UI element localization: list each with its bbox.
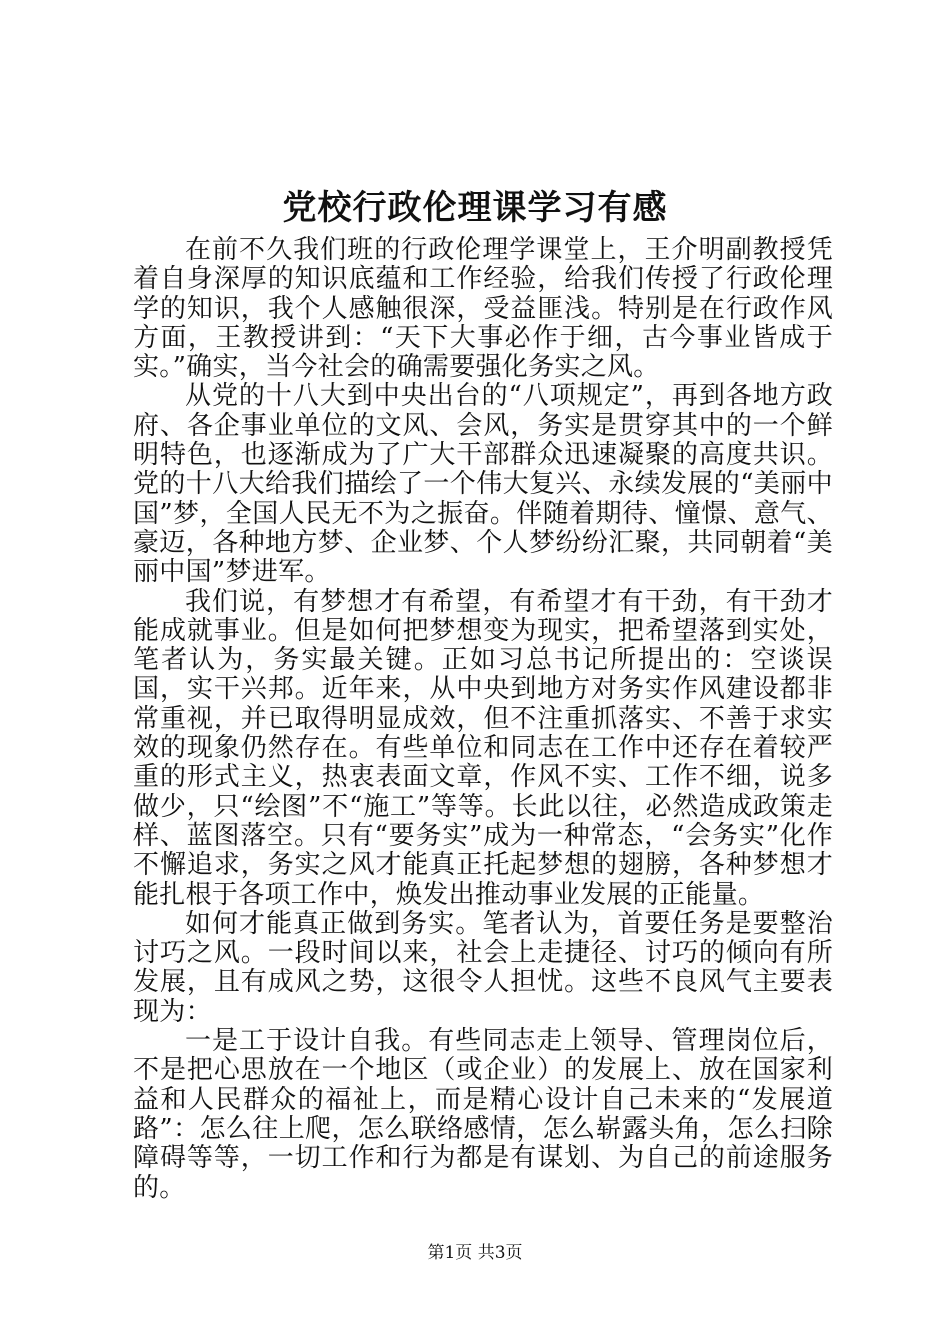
document-title: 党校行政伦理课学习有感 <box>282 188 668 228</box>
document-body <box>133 236 833 1203</box>
page-number-footer: 第1页 共3页 <box>427 1243 523 1263</box>
paragraph-4: 如何才能真正做到务实。笔者认为，首要任务是要整治讨巧之风。一段时间以来，社会上走捷径、讨巧的倾向有所发展，且有成风之势，这很令人担忧。这些不良风气主要表现为： <box>133 908 833 1027</box>
paragraph-5: 一是工于设计自我。有些同志走上领导、管理岗位后，不是把心思放在一个地区（或企业）的发展上、放在国家利益和人民群众的福祉上，而是精心设计自己未来的“发展道路”：怎么往上爬，怎么联络感情，怎么崭露头角，怎么扫除障碍等等，一切工作和行为都是有谋划、为自己的前途服务的。 <box>133 1026 833 1203</box>
paragraph-3: 我们说，有梦想才有希望，有希望才有干劲，有干劲才能成就事业。但是如何把梦想变为现实，把希望落到实处，笔者认为，务实最关键。正如习总书记所提出的：空谈误国，实干兴邦。近年来，从中央到地方对务实作风建设都非常重视，并已取得明显成效，但不注重抓落实、不善于求实效的现象仍然存在。有些单位和同志在工作中还存在着较严重的形式主义，热衷表面文章，作风不实、工作不细，说多做少，只“绘图”不“施工”等等。长此以往，必然造成政策走样、蓝图落空。只有“要务实”成为一种常态，“会务实”化作不懈追求，务实之风才能真正托起梦想的翅膀，各种梦想才能扎根于各项工作中，焕发出推动事业发展的正能量。 <box>133 586 833 910</box>
paragraph-2: 从党的十八大到中央出台的“八项规定”，再到各地方政府、各企事业单位的文风、会风，务实是贯穿其中的一个鲜明特色，也逐渐成为了广大干部群众迅速凝聚的高度共识。党的十八大给我们描绘了一个伟大复兴、永续发展的“美丽中国”梦，全国人民无不为之振奋。伴随着期待、憧憬、意气、豪迈，各种地方梦、企业梦、个人梦纷纷汇聚，共同朝着“美丽中国”梦进军。 <box>133 381 833 588</box>
paragraph-1: 在前不久我们班的行政伦理学课堂上，王介明副教授凭着自身深厚的知识底蕴和工作经验，给我们传授了行政伦理学的知识，我个人感触很深，受益匪浅。特别是在行政作风方面，王教授讲到：“天下大事必作于细，古今事业皆成于实。”确实，当今社会的确需要强化务实之风。 <box>133 235 833 383</box>
